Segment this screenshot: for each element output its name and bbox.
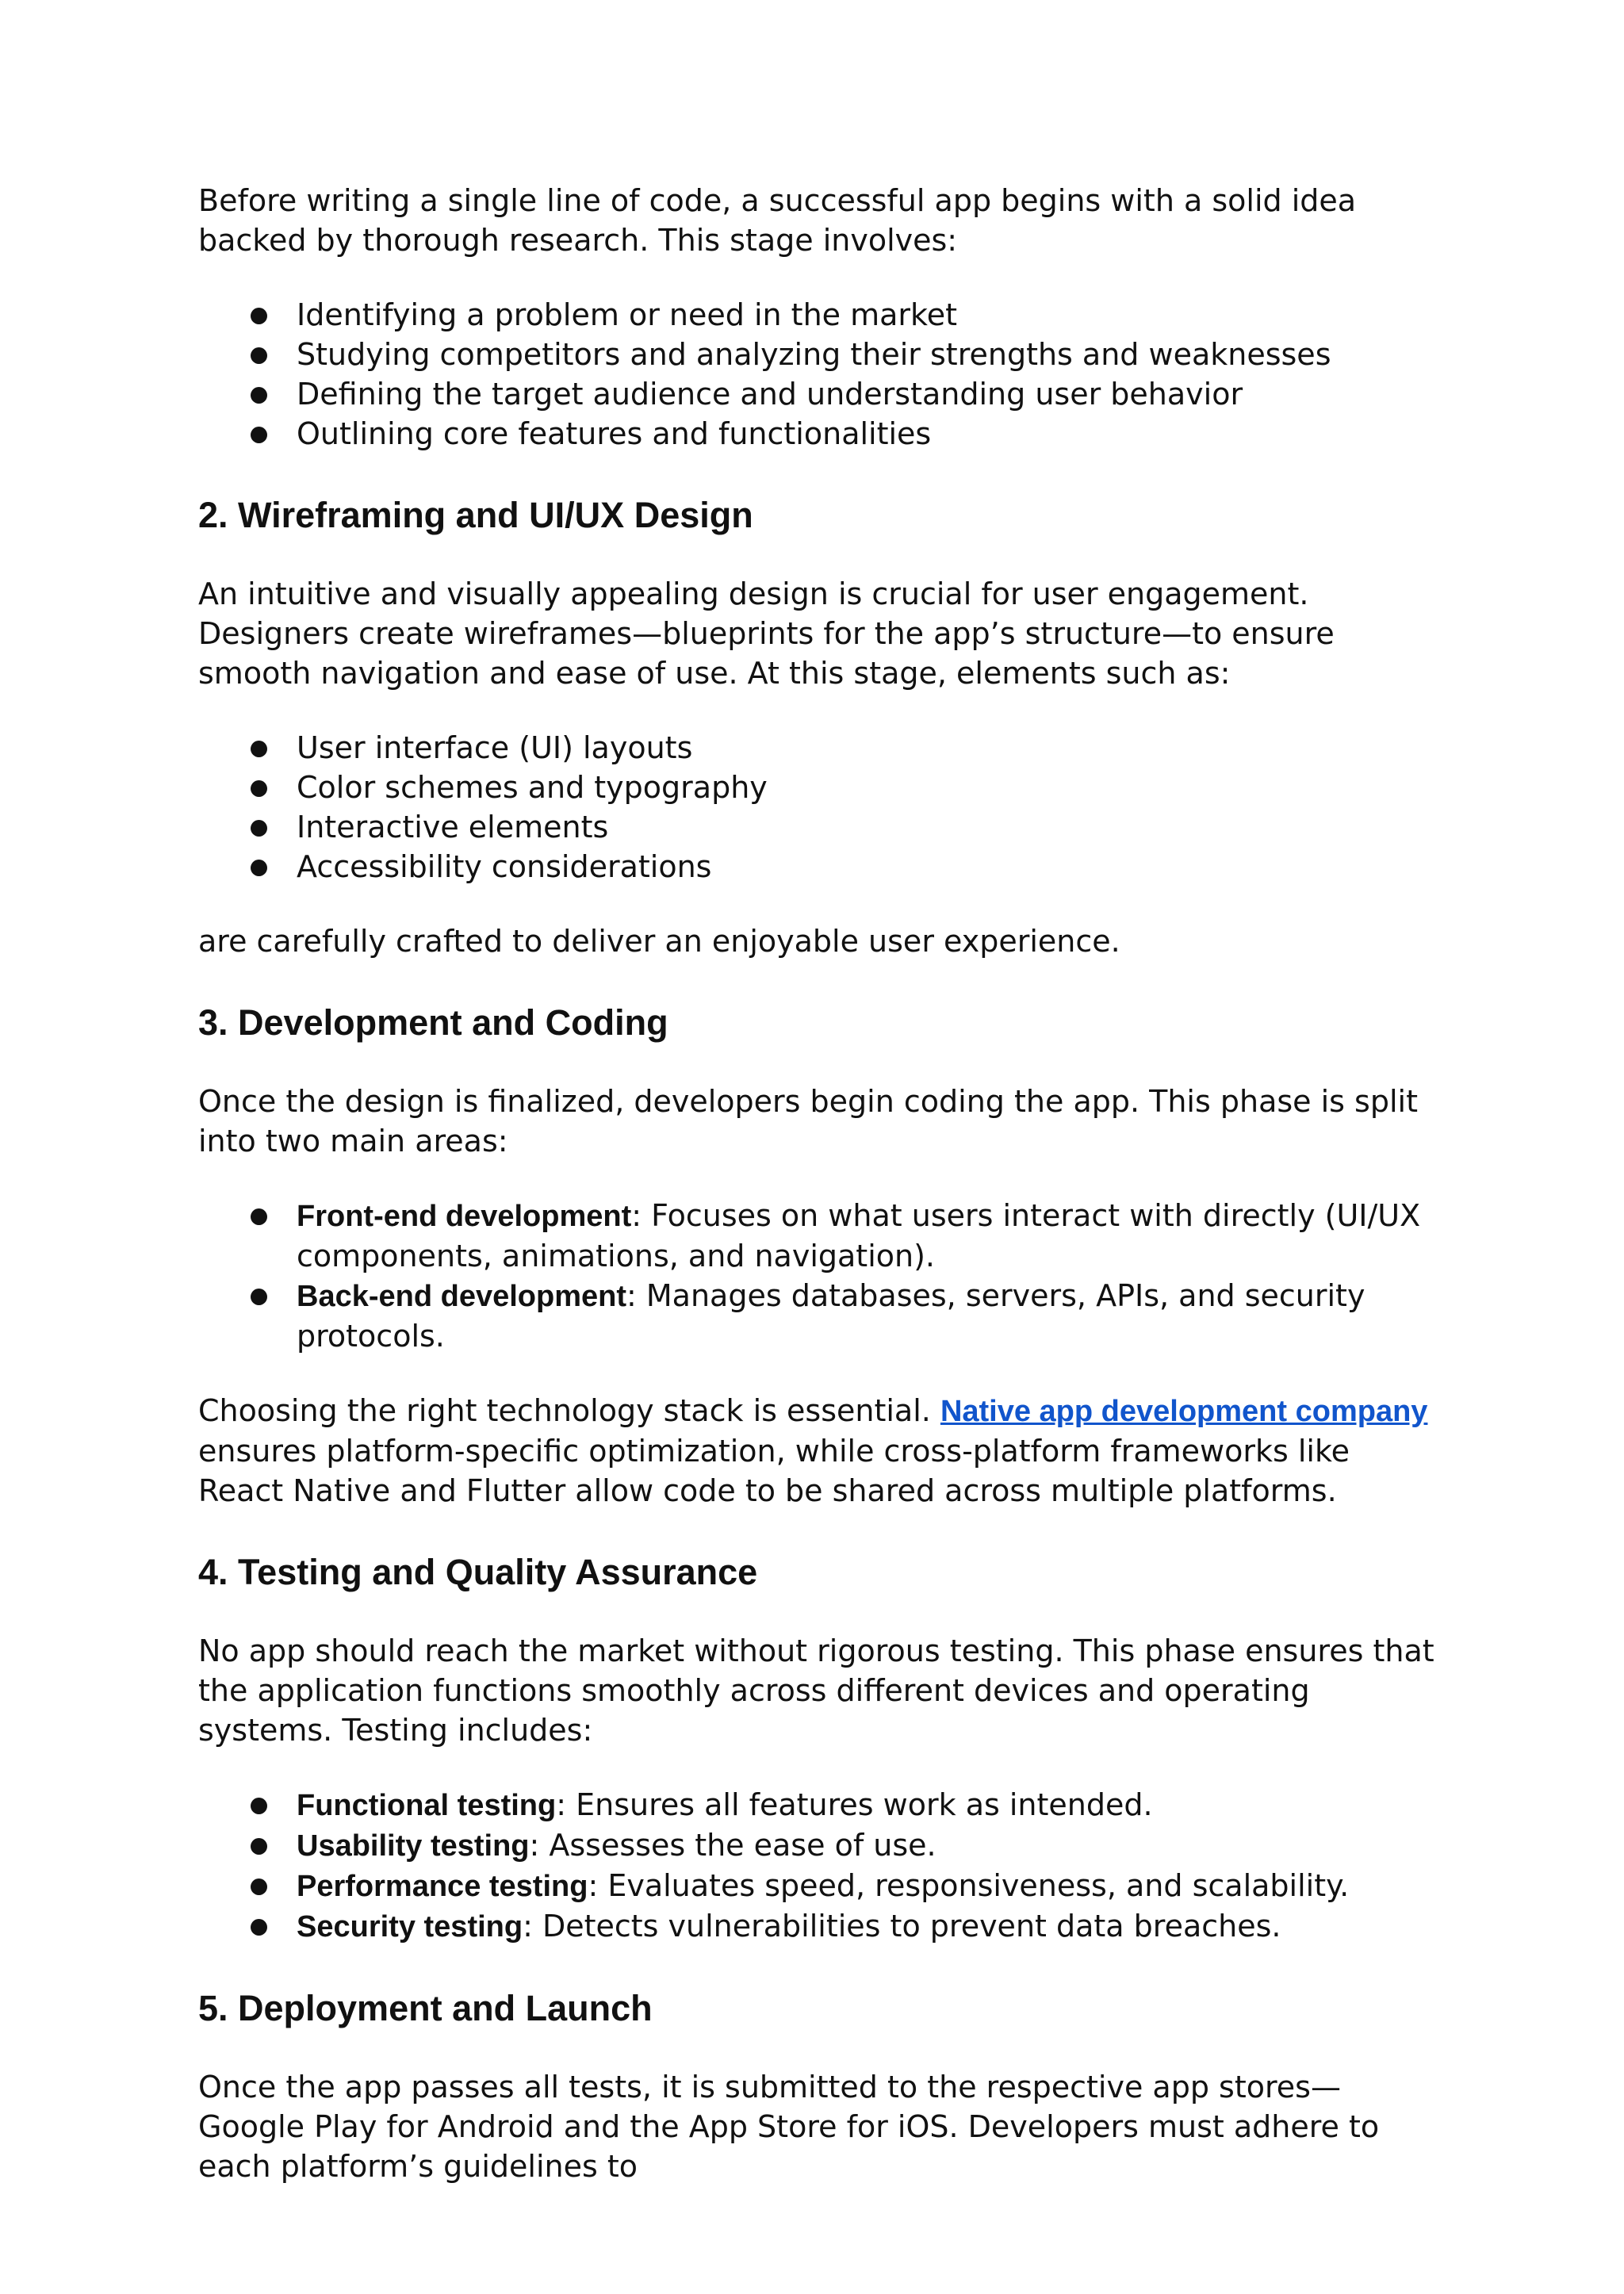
bullet-icon	[251, 387, 267, 404]
list-item: Defining the target audience and understanding user behavior	[198, 374, 1435, 414]
document-page	[198, 181, 1435, 2221]
tech-stack-paragraph: Choosing the right technology stack is essential. Native app development company ensures platform-specific optimization, while cross-platform frameworks like React Native and Flutter allow code to be shared across multiple platforms.	[198, 1393, 1428, 1508]
bullet-icon	[251, 427, 267, 443]
list-item: User interface (UI) layouts	[198, 728, 1435, 768]
section-heading-development: 3. Development and Coding	[198, 1002, 668, 1043]
testing-paragraph: No app should reach the market without rigorous testing. This phase ensures that the application functions smoothly across different devices and operating systems. Testing includes:	[198, 1633, 1434, 1748]
bullet-icon	[251, 860, 267, 876]
list-item: Accessibility considerations	[198, 847, 1435, 887]
list-item-term: Front-end development	[297, 1200, 632, 1233]
list-item	[198, 1276, 1435, 1356]
list-item-term: Performance testing	[297, 1870, 588, 1903]
list-item-text: : Detects vulnerabilities to prevent data breaches.	[523, 1909, 1281, 1944]
testing-types-list	[198, 1785, 1435, 1947]
list-item-term: Usability testing	[297, 1829, 530, 1863]
bullet-icon	[251, 1919, 267, 1936]
list-item	[198, 1825, 1435, 1866]
bullet-icon	[251, 1798, 267, 1814]
wireframing-paragraph: An intuitive and visually appealing design is crucial for user engagement. Designers create wireframes—blueprints for the app’s structure—to ensure smooth navigation and ease of use. At this stage, elements such as:	[198, 576, 1335, 691]
native-app-company-link[interactable]: Native app development company	[940, 1395, 1428, 1428]
list-item-text: : Focuses on what users interact with directly (UI/UX components, animations, and navigation).	[297, 1198, 1421, 1273]
bullet-icon	[251, 347, 267, 364]
wireframing-closing: are carefully crafted to deliver an enjoyable user experience.	[198, 924, 1120, 959]
bullet-icon	[251, 780, 267, 797]
list-item: Color schemes and typography	[198, 768, 1435, 807]
design-elements-list	[198, 728, 1435, 887]
list-item-term: Back-end development	[297, 1280, 626, 1313]
intro-list	[198, 295, 1435, 454]
list-item	[198, 1785, 1435, 1825]
list-item-text: : Assesses the ease of use.	[529, 1828, 936, 1863]
list-item: Interactive elements	[198, 807, 1435, 847]
list-item-term: Functional testing	[297, 1789, 557, 1822]
list-item: Outlining core features and functionalities	[198, 414, 1435, 454]
section-heading-wireframing: 2. Wireframing and UI/UX Design	[198, 495, 753, 535]
bullet-icon	[251, 1838, 267, 1855]
list-item	[198, 1196, 1435, 1276]
bullet-icon	[251, 1878, 267, 1895]
section-heading-testing: 4. Testing and Quality Assurance	[198, 1552, 758, 1592]
bullet-icon	[251, 1289, 267, 1305]
deployment-paragraph: Once the app passes all tests, it is submitted to the respective app stores—Google Play for Android and the App Store for iOS. Developers must adhere to each platform’s guidelines to	[198, 2070, 1380, 2184]
bullet-icon	[251, 1208, 267, 1225]
bullet-icon	[251, 820, 267, 837]
section-heading-deployment: 5. Deployment and Launch	[198, 1988, 653, 2028]
list-item-text: : Manages databases, servers, APIs, and security protocols.	[297, 1278, 1365, 1354]
list-item-text: : Evaluates speed, responsiveness, and scalability.	[588, 1868, 1350, 1903]
list-item	[198, 1866, 1435, 1906]
bullet-icon	[251, 741, 267, 757]
list-item-text: : Ensures all features work as intended.	[556, 1787, 1153, 1822]
list-item	[198, 1906, 1435, 1947]
intro-paragraph: Before writing a single line of code, a successful app begins with a solid idea backed by thorough research. This stage involves:	[198, 183, 1357, 258]
bullet-icon	[251, 308, 267, 324]
development-paragraph: Once the design is finalized, developers begin coding the app. This phase is split into two main areas:	[198, 1084, 1418, 1158]
list-item-term: Security testing	[297, 1910, 523, 1944]
list-item: Studying competitors and analyzing their strengths and weaknesses	[198, 335, 1435, 374]
list-item: Identifying a problem or need in the market	[198, 295, 1435, 335]
development-areas-list	[198, 1196, 1435, 1356]
